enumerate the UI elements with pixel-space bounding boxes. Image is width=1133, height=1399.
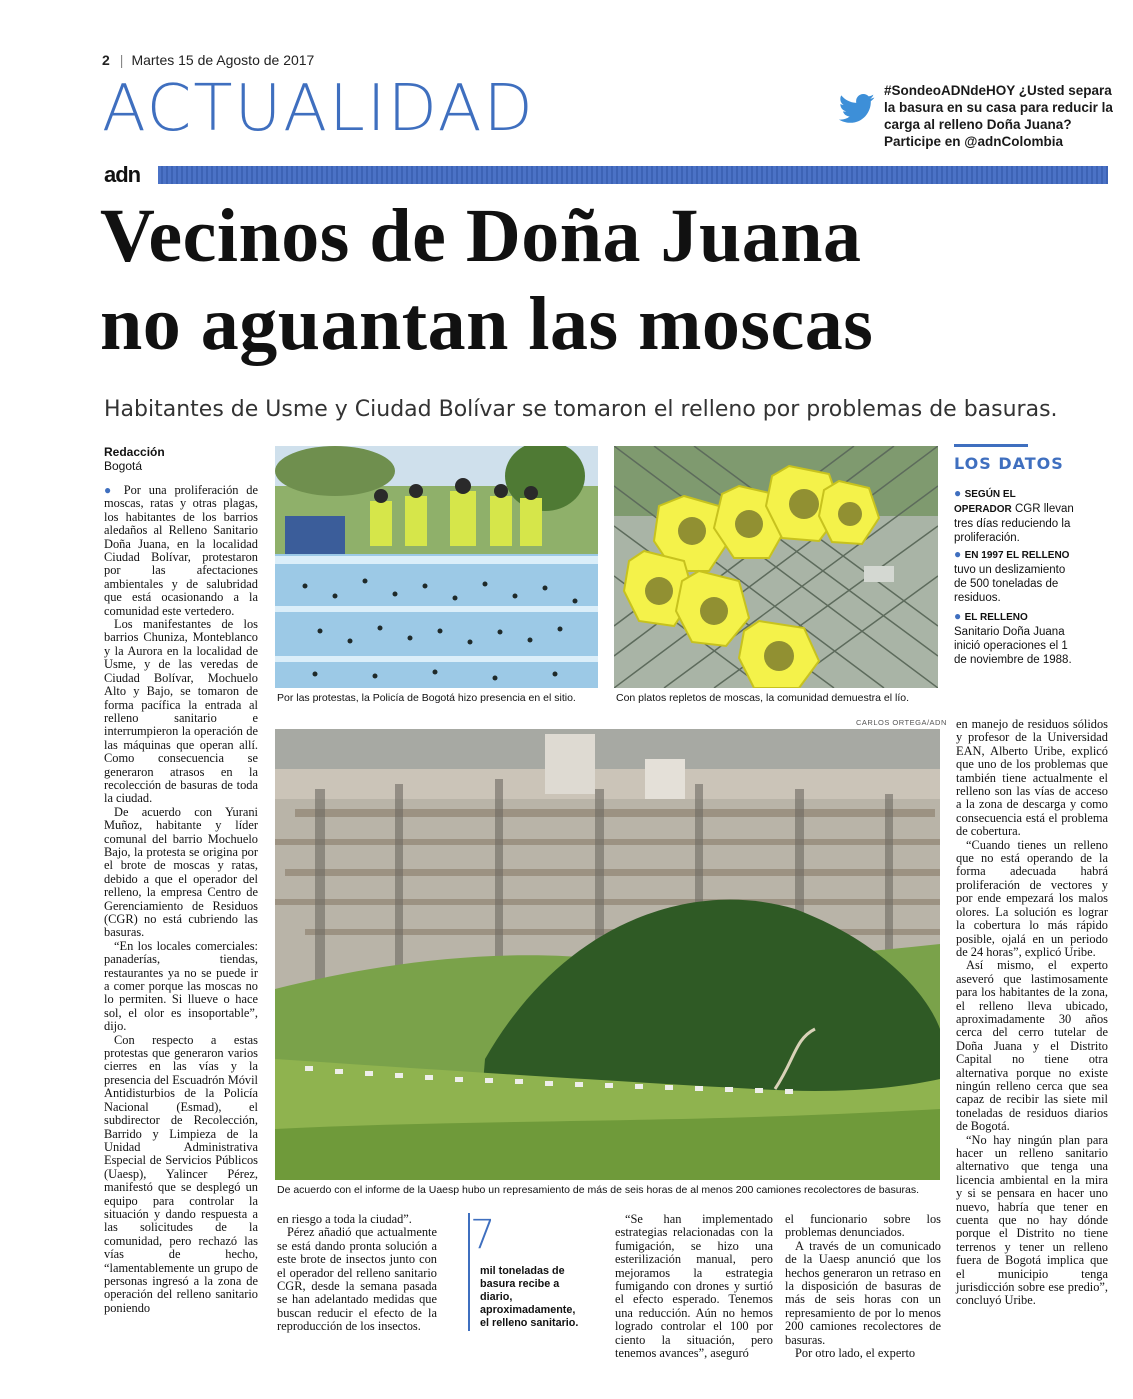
fly-plates-photo-image xyxy=(614,446,938,688)
paragraph: ● Por una proliferación de moscas, ratas y otras plagas, los habitantes de los barrios aledaños al Relleno Sanitario Doña Juana, en la localidad Ciudad Bolívar, protestaron por las afectaciones ambientales y de salubridad que está ocasionando a la comunidad este vertedero. xyxy=(104,483,258,618)
paragraph: “Se han implementado estrategias relacionadas con la fumigación, se hizo una esterilización manual, pero mejoramos la estrategia fumigando con drones y surtió el efecto esperado. Tenemos una reducción. Aún no hemos logrado controlar el 100 por ciento la situación, pero tenemos avances”, aseguró xyxy=(615,1212,773,1361)
article-column-4 xyxy=(785,1213,941,1360)
paragraph: Con respecto a estas protestas que generaron varios cierres en las vías y la presencia del Escuadrón Móvil Antidisturbios de la Policía Nacional (Esmad), el subdirector de Recolección, Barrido y Limpieza de la Unidad Administrativa Especial de Servicios Públicos (Uaesp), Yalincer Pérez, manifestó que se desplegó un equipo para controlar la situación y dando respuesta a las solicitudes de la comunidad, pero rechazó las vías de hecho, “lamentablemente un grupo de personas ingresó a la zona de operación del relleno sanitario poniendo xyxy=(104,1032,258,1315)
caption-police: Por las protestas, la Policía de Bogotá hizo presencia en el sitio. xyxy=(277,692,576,704)
paragraph: “Cuando tienes un relleno que no está operando de la forma adecuada habrá proliferación de vectores y por ende empezará los malos olores. La solución es lograr la cobertura lo más rápido posible, ojalá en un periodo de 24 horas”, explicó Uribe. xyxy=(956,837,1108,959)
headline-line-2: no aguantan las moscas xyxy=(100,282,874,366)
stat-number: 7 xyxy=(470,1212,496,1258)
article-column-2 xyxy=(277,1213,437,1334)
paragraph: en riesgo a toda la ciudad”. xyxy=(277,1212,412,1226)
photo-landfill-landscape xyxy=(275,729,940,1180)
caption-fly-plates: Con platos repletos de moscas, la comunidad demuestra el lío. xyxy=(616,692,909,704)
datos-item: ● EL RELLENO Sanitario Doña Juana inició operaciones el 1 de noviembre de 1988. xyxy=(954,609,1072,666)
datos-title: LOS DATOS xyxy=(954,454,1064,473)
page-header-line: 2 | Martes 15 de Agosto de 2017 xyxy=(102,52,315,68)
paragraph: en manejo de residuos sólidos y profesor de la Universidad EAN, Alberto Uribe, explicó que uno de los problemas que también tiene actualmente el relleno son las vías de acceso a la zona de descarga y como consecuencia está el problema de cobertura. xyxy=(956,717,1108,839)
paragraph: Pérez añadió que actualmente se está dando pronta solución a este brote de insectos junto con el operador del relleno sanitario CGR, desde la semana pasada se han adelantado medidas que buscan reducir el efecto de la reproducción de los insectos. xyxy=(277,1225,437,1334)
article-column-5 xyxy=(956,718,1108,1308)
byline-location: Bogotá xyxy=(104,459,143,473)
brand-logo: adn xyxy=(104,162,141,187)
paragraph: Por otro lado, el experto xyxy=(795,1346,916,1361)
bullet-icon: ● xyxy=(954,486,965,500)
paragraph: el funcionario sobre los problemas denunciados. xyxy=(785,1212,941,1240)
bullet-icon: ● xyxy=(104,483,124,497)
datos-item: ● SEGÚN EL OPERADOR CGR llevan tres días reduciendo la proliferación. xyxy=(954,486,1074,544)
article-column-3 xyxy=(615,1213,773,1360)
datos-rule xyxy=(954,444,1028,447)
paragraph: “No hay ningún plan para hacer un relleno sanitario alternativo que tenga una licencia ambiental en la mira y si se pensara en hacer uno nuevo, habría que tener en cuenta que no hay dónde porque el Distrito no tiene terrenos y tener un relleno fuera de Bogotá implica que el municipio tenga jurisdicción sobre ese predio”, concluyó Uribe. xyxy=(956,1132,1108,1308)
paragraph: Los manifestantes de los barrios Chuniza, Monteblanco y la Aurora en la localidad de Usme, y de las veredas de Ciudad Bolívar, Mochuelo Alto y Bajo, se tomaron de forma pacífica la entrada al relleno sanitario e interrumpieron la operación de las máquinas que operan allí. Como consecuencia se generaron atrasos en la recolección de basuras de toda la ciudad. xyxy=(104,617,258,806)
page-number: 2 xyxy=(102,52,110,68)
photo-police xyxy=(275,446,598,688)
deck-subtitle: Habitantes de Usme y Ciudad Bolívar se tomaron el relleno por problemas de basuras. xyxy=(104,397,1058,422)
twitter-bird-icon xyxy=(838,94,876,124)
photo-fly-plates xyxy=(614,446,938,688)
twitter-poll-text: #SondeoADNdeHOY ¿Usted separa la basura en su casa para reducir la carga al relleno Doña Juana? Participe en @adnColombia xyxy=(884,83,1113,149)
section-bar xyxy=(158,166,1108,184)
photo-credit: CARLOS ORTEGA/ADN xyxy=(856,718,947,727)
bullet-icon: ● xyxy=(954,609,965,623)
landscape-photo-image xyxy=(275,729,940,1180)
stat-text: mil toneladas de basura recibe a diario, aproximadamente, el relleno sanitario. xyxy=(480,1265,579,1329)
police-photo-image xyxy=(275,446,598,688)
article-column-1 xyxy=(104,484,258,1315)
byline xyxy=(104,445,165,473)
paragraph: De acuerdo con Yurani Muñoz, habitante y líder comunal del barrio Mochuelo Bajo, la protesta se origina por el brote de moscas y ratas, debido a que el operador del relleno, la empresa Centro de Gerenciamiento de Residuos (CGR) no está cubriendo las basuras. xyxy=(104,804,258,940)
section-title: ACTUALIDAD xyxy=(102,72,535,146)
issue-date: Martes 15 de Agosto de 2017 xyxy=(131,52,315,68)
caption-landscape: De acuerdo con el informe de la Uaesp hubo un represamiento de más de seis horas de al menos 200 camiones recolectores de basuras. xyxy=(277,1184,920,1196)
paragraph: Así mismo, el experto aseveró que lastimosamente para los habitantes de la zona, el relleno lleva ubicado, aproximadamente 30 años cerca del cerro tutelar de Doña Juana y el Distrito Capital no tiene otra alternativa porque no existe ningún relleno cerca que sea capaz de recibir las siete mil toneladas de residuos diarios de Bogotá. xyxy=(956,958,1108,1134)
paragraph: “En los locales comerciales: panaderías, tiendas, restaurantes ya no se puede ir a comer porque las moscas no lo permiten. Si llueve o hace sol, el olor es insoportable”, dijo. xyxy=(104,938,258,1034)
headline-line-1: Vecinos de Doña Juana xyxy=(100,194,862,278)
byline-author: Redacción xyxy=(104,445,165,459)
datos-item: ● EN 1997 EL RELLENO tuvo un deslizamiento de 500 toneladas de residuos. xyxy=(954,547,1070,604)
paragraph: A través de un comunicado de la Uaesp anunció que los hechos generaron un retraso en la disposición de basuras de más de seis horas con un represamiento de por lo menos 200 camiones recolectores de basuras. xyxy=(785,1238,941,1347)
bullet-icon: ● xyxy=(954,547,965,561)
headline xyxy=(100,192,1110,368)
